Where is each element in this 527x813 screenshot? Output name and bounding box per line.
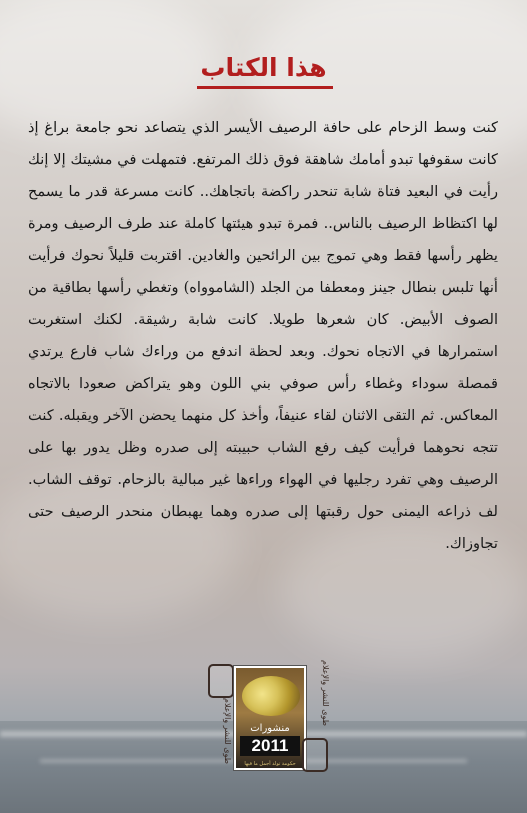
body-paragraph: كنت وسط الزحام على حافة الرصيف الأيسر الذي يتصاعد نحو جامعة براغ إذ كانت سقوفها تبدو أمامك شاهقة فوق ذلك المرتفع. فتمهلت في مشيتك إلا إنك رأيت في البعيد فتاة شابة تنحدر راكضة باتجاهك.. كانت مسرعة قدر ما يسمح لها اكتظاظ الرصيف بالناس.. فمرة تبدو هيئتها كاملة عند طرف الرصيف ومرة يظهر رأسها فقط وهي تموج بين الرائحين والغادين. اقتربت قليلاً نحوك فرأيت أنها تلبس بنطال جينز ومعطفا من الجلد (الشاموواه) وتغطي رأسها بطاقية من الصوف الأبيض. كان شعرها طويلا. كانت شابة رشيقة. لكنك استغربت استمرارها في الاتجاه نحوك. وبعد لحظة اندفع من وراءك شاب فارع يرتدي قمصلة سوداء وغطاء رأس صوفي بني اللون وهو يتراكض صعودا بالاتجاه المعاكس. ثم التقى الاثنان لقاء عنيفاً، وأخذ كل منهما يحضن الآخر ويقبله. كنت تتجه نحوهما فرأيت كيف رفع الشاب حبيبته إلى صدره وظل يدور بها على الرصيف وهي تفرد رجليها في الهواء وراءها غير مبالية بالزحام. توقف الشاب. لف ذراعه اليمنى حول رقبتها إلى صدره وهما يهبطان منحدر الرصيف حتى تجاوزاك. <box>28 119 498 552</box>
page-title: هذا الكتاب <box>200 53 327 82</box>
title-underline <box>197 86 333 89</box>
cover-tagline: حكومة تولد أجمل ما فيها <box>244 761 296 767</box>
body-text <box>28 112 498 560</box>
cover-art-icon <box>242 676 300 716</box>
publisher-side-mark-right <box>302 660 330 772</box>
publisher-mark-icon <box>208 664 234 698</box>
book-cover-thumbnail <box>234 666 306 770</box>
publisher-logo <box>206 660 330 772</box>
publisher-side-text-left: طوى للنشر والإعلام <box>223 698 232 765</box>
publisher-mark-icon <box>302 738 328 772</box>
cover-label: منشورات <box>250 723 290 734</box>
publisher-side-text-right: طوى للنشر والإعلام <box>321 660 330 727</box>
cover-year: 2011 <box>240 736 300 756</box>
publisher-side-mark-left <box>206 664 232 768</box>
